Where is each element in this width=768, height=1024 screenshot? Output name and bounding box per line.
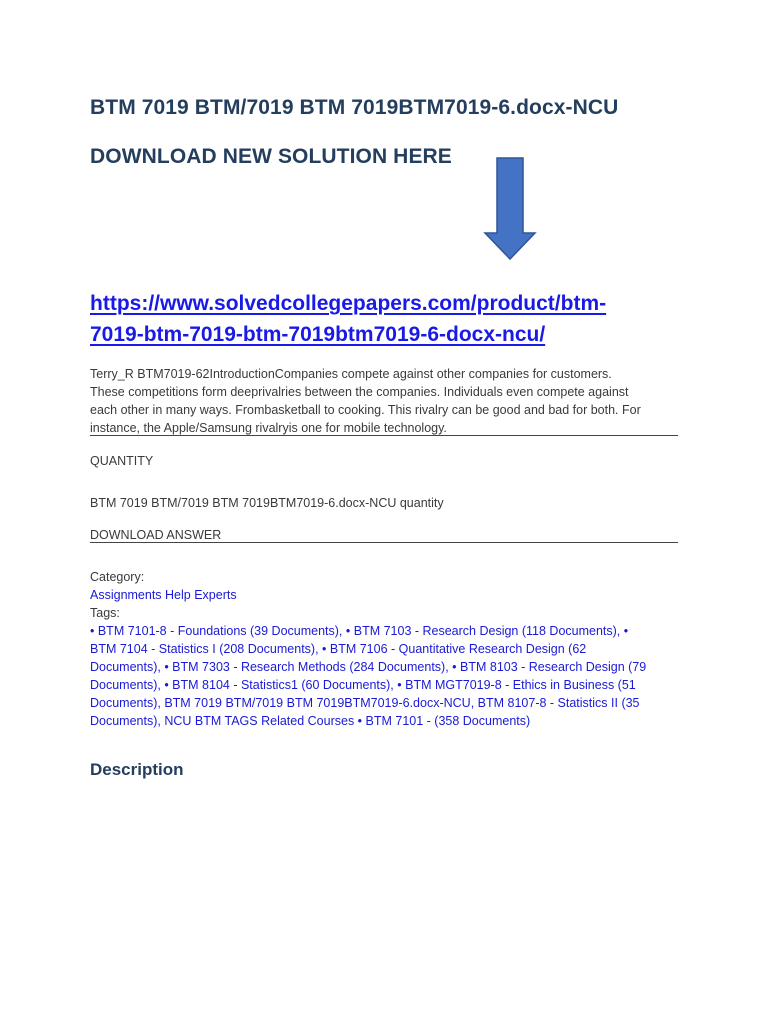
download-heading: DOWNLOAD NEW SOLUTION HERE xyxy=(90,145,452,168)
download-answer-button[interactable]: DOWNLOAD ANSWER xyxy=(90,528,222,542)
tags-list[interactable] xyxy=(90,622,680,730)
intro-paragraph xyxy=(90,365,680,437)
tags-line[interactable]: BTM 7104 - Statistics I (208 Documents), • BTM 7106 - Quantitative Research Design (62 xyxy=(90,642,587,656)
product-link[interactable] xyxy=(90,288,690,350)
tags-line[interactable]: Documents), • BTM 7303 - Research Methods (284 Documents), • BTM 8103 - Research Design (79 xyxy=(90,660,647,674)
quantity-text: BTM 7019 BTM/7019 BTM 7019BTM7019-6.docx-NCU quantity xyxy=(90,496,444,510)
tags-line[interactable]: Documents), BTM 7019 BTM/7019 BTM 7019BTM7019-6.docx-NCU, BTM 8107-8 - Statistics II (35 xyxy=(90,696,640,710)
tags-label: Tags: xyxy=(90,606,120,620)
intro-line: instance, the Apple/Samsung rivalryis one for mobile technology. xyxy=(90,421,447,435)
tags-line[interactable]: • BTM 7101-8 - Foundations (39 Documents), • BTM 7103 - Research Design (118 Documents), • xyxy=(90,624,629,638)
tags-line[interactable]: Documents), NCU BTM TAGS Related Courses • BTM 7101 - (358 Documents) xyxy=(90,714,531,728)
product-link-line-2[interactable]: 7019-btm-7019-btm-7019btm7019-6-docx-ncu/ xyxy=(90,323,546,346)
tags-line[interactable]: Documents), • BTM 8104 - Statistics1 (60 Documents), • BTM MGT7019-8 - Ethics in Business (51 xyxy=(90,678,636,692)
down-arrow-icon xyxy=(483,157,537,261)
intro-line: each other in many ways. Frombasketball to cooking. This rivalry can be good and bad for both. For xyxy=(90,403,641,417)
product-link-line-1[interactable]: https://www.solvedcollegepapers.com/product/btm- xyxy=(90,292,607,315)
quantity-label: QUANTITY xyxy=(90,454,154,468)
divider xyxy=(90,542,678,543)
intro-line: Terry_R BTM7019-62IntroductionCompanies compete against other companies for customers. xyxy=(90,367,612,381)
category-link[interactable]: Assignments Help Experts xyxy=(90,588,237,602)
description-heading: Description xyxy=(90,760,184,779)
page-title: BTM 7019 BTM/7019 BTM 7019BTM7019-6.docx-NCU xyxy=(90,96,619,119)
intro-line: These competitions form deeprivalries between the companies. Individuals even compete against xyxy=(90,385,629,399)
category-label: Category: xyxy=(90,570,145,584)
divider xyxy=(90,435,678,436)
